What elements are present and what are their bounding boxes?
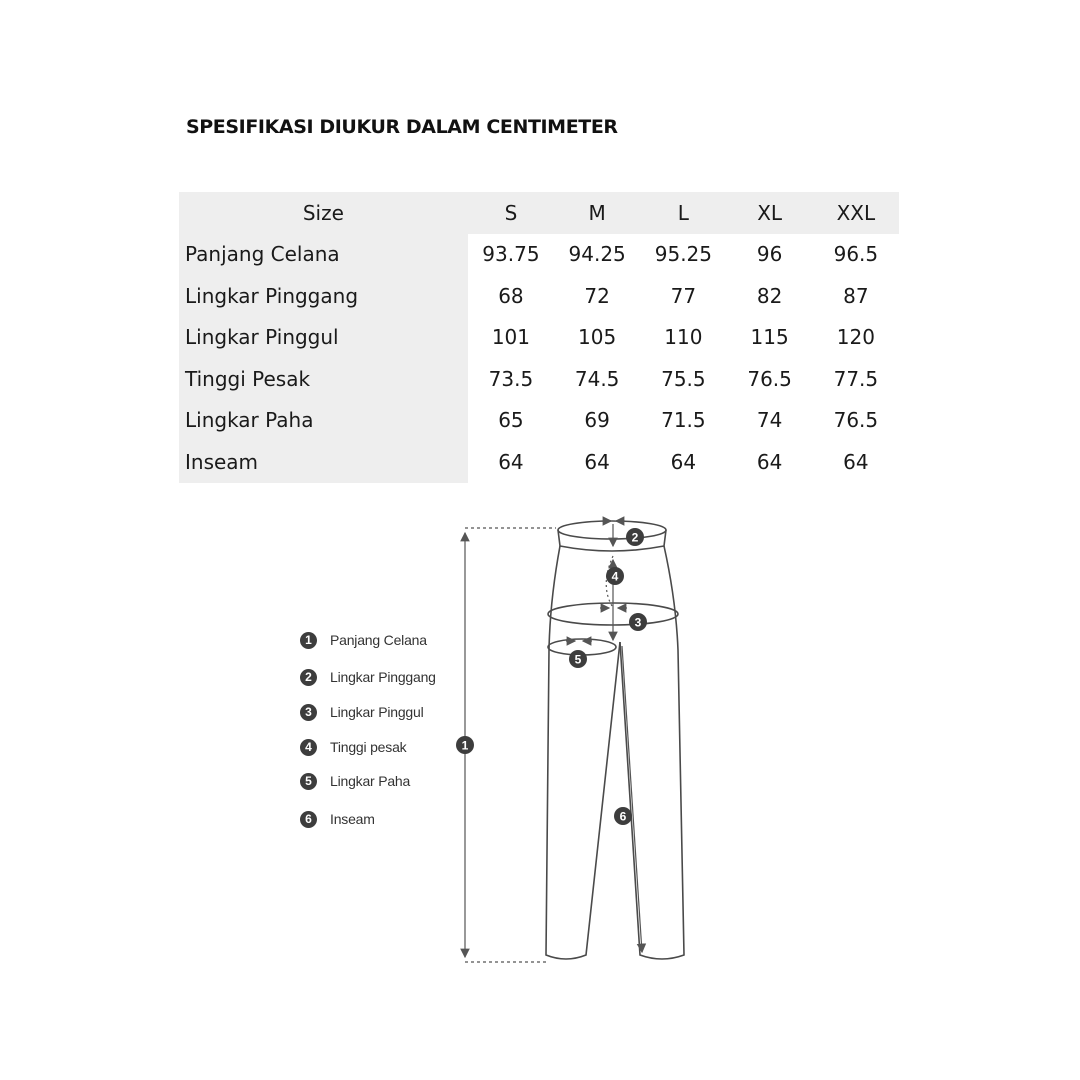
diagram-marker-4 [606,567,624,585]
table-cell: 69 [554,400,640,442]
table-cell: 105 [554,317,640,359]
table-cell: 96.5 [813,234,899,276]
table-cell: 71.5 [640,400,726,442]
table-cell: 64 [813,441,899,483]
row-label: Tinggi Pesak [179,358,468,400]
legend-number: 5 [300,773,317,790]
table-cell: 87 [813,275,899,317]
table-cell: 115 [727,317,813,359]
table-cell: 120 [813,317,899,359]
legend-label: Panjang Celana [330,632,427,648]
table-cell: 73.5 [468,358,554,400]
legend-number: 2 [300,669,317,686]
table-cell: 75.5 [640,358,726,400]
size-header-xl: XL [727,192,813,234]
table-cell: 76.5 [813,400,899,442]
legend-item [300,702,500,722]
table-cell: 74.5 [554,358,640,400]
svg-text:5: 5 [574,652,582,667]
row-label: Lingkar Pinggang [179,275,468,317]
table-cell: 101 [468,317,554,359]
svg-text:6: 6 [619,809,627,824]
table-cell: 93.75 [468,234,554,276]
table-cell: 64 [554,441,640,483]
table-cell: 77 [640,275,726,317]
size-header-l: L [640,192,726,234]
svg-text:1: 1 [461,738,469,753]
table-cell: 110 [640,317,726,359]
legend-label: Lingkar Pinggang [330,669,436,685]
table-cell: 65 [468,400,554,442]
size-header-label: Size [179,192,468,234]
diagram-marker-2 [626,528,644,546]
legend-label: Tinggi pesak [330,739,407,755]
legend-item [300,667,500,687]
svg-text:2: 2 [631,530,639,545]
row-label: Lingkar Pinggul [179,317,468,359]
size-header-s: S [468,192,554,234]
table-cell: 68 [468,275,554,317]
legend-number: 6 [300,811,317,828]
table-cell: 76.5 [727,358,813,400]
legend-number: 1 [300,632,317,649]
diagram-marker-5 [569,650,587,668]
legend-number: 3 [300,704,317,721]
diagram-marker-6 [614,807,632,825]
row-label: Lingkar Paha [179,400,468,442]
legend-label: Lingkar Pinggul [330,704,424,720]
size-header-xxl: XXL [813,192,899,234]
table-cell: 95.25 [640,234,726,276]
pants-outline [546,521,684,959]
legend-label: Lingkar Paha [330,773,411,789]
legend-item [300,630,500,650]
table-cell: 96 [727,234,813,276]
size-header-m: M [554,192,640,234]
page-title: SPESIFIKASI DIUKUR DALAM CENTIMETER [186,116,618,138]
diagram-marker-3 [629,613,647,631]
table-cell: 64 [727,441,813,483]
legend-number: 4 [300,739,317,756]
table-cell: 64 [468,441,554,483]
table-cell: 74 [727,400,813,442]
legend-item [300,737,500,757]
row-label: Panjang Celana [179,234,468,276]
table-cell: 77.5 [813,358,899,400]
svg-text:4: 4 [611,569,619,584]
table-cell: 64 [640,441,726,483]
table-cell: 72 [554,275,640,317]
svg-text:3: 3 [634,615,642,630]
legend-item [300,809,500,829]
table-cell: 94.25 [554,234,640,276]
legend-item [300,771,500,791]
table-cell: 82 [727,275,813,317]
row-label: Inseam [179,441,468,483]
legend-label: Inseam [330,811,375,827]
